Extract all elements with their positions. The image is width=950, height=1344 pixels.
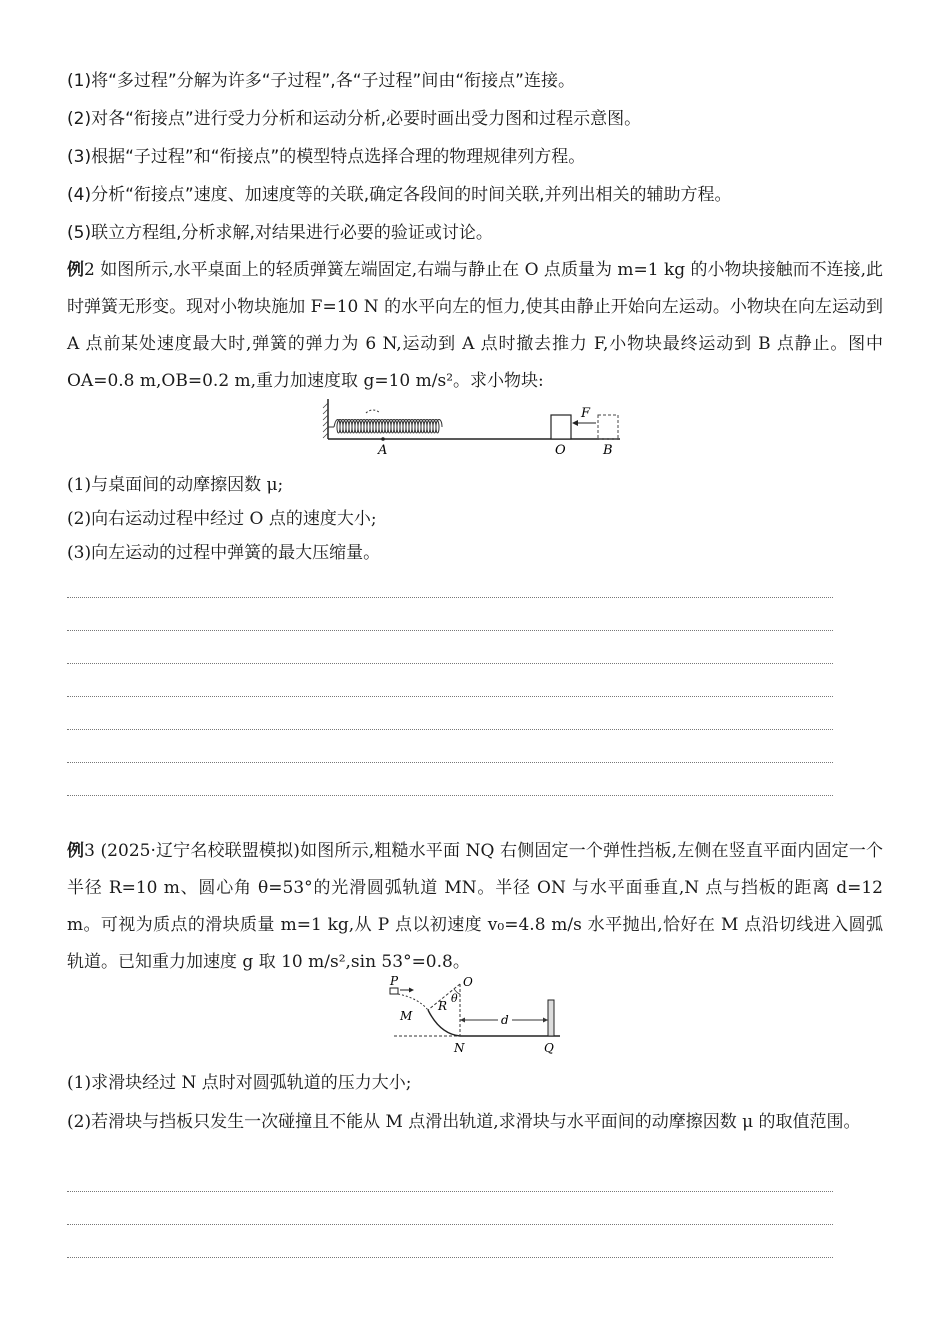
label-b: B <box>603 443 613 458</box>
label-o: O <box>555 443 566 458</box>
example-2-question-2: (2)向右运动过程中经过 O 点的速度大小; <box>67 509 377 529</box>
baffle <box>548 1000 554 1036</box>
example-3-statement <box>67 833 883 981</box>
step-3: (3)根据“子过程”和“衔接点”的模型特点选择合理的物理规律列方程。 <box>67 147 586 167</box>
distance-arrow-left <box>460 1018 465 1023</box>
spring-block-figure <box>322 395 622 460</box>
block-dashed-position <box>598 415 618 439</box>
answer-line <box>67 1224 833 1225</box>
label-n: N <box>454 1041 465 1055</box>
answer-line <box>67 696 833 697</box>
label-f: F <box>581 406 591 421</box>
example-2-label: 例 <box>67 260 85 280</box>
label-o: O <box>463 975 473 989</box>
step-2: (2)对各“衔接点”进行受力分析和运动分析,必要时画出受力图和过程示意图。 <box>67 109 642 129</box>
example-2-text: 2 如图所示,水平桌面上的轻质弹簧左端固定,右端与静止在 O 点质量为 m=1 kg 的小物块接触而不连接,此时弹簧无形变。现对小物块施加 F=10 N 的水平向左的恒力,使其由静止开始向左运动。小物块在向左运动到 A 点前某处速度最大时,弹簧的弹力为 6 N,运动到 A 点时撤去推力 F,小物块最终运动到 B 点静止。图中 OA=0.8 m,OB=0.2 m,重力加速度取 g=10 m/s²。求小物块: <box>67 260 884 391</box>
label-d: d <box>501 1013 509 1027</box>
label-p: P <box>390 974 399 988</box>
step-4: (4)分析“衔接点”速度、加速度等的关联,确定各段间的时间关联,并列出相关的辅助方程。 <box>67 185 732 205</box>
spring <box>328 410 559 433</box>
answer-line <box>67 729 833 730</box>
example-2-statement <box>67 252 883 400</box>
distance-arrow-right <box>543 1018 548 1023</box>
point-p-block <box>390 988 398 994</box>
label-m: M <box>400 1009 413 1023</box>
point-a <box>381 437 385 441</box>
example-3-question-2: (2)若滑块与挡板只发生一次碰撞且不能从 M 点滑出轨道,求滑块与水平面间的动摩擦因数 μ 的取值范围。 <box>67 1112 861 1132</box>
step-1: (1)将“多过程”分解为许多“子过程”,各“子过程”间由“衔接点”连接。 <box>67 71 575 91</box>
example-3-text: 3 (2025·辽宁名校联盟模拟)如图所示,粗糙水平面 NQ 右侧固定一个弹性挡板,左侧在竖直平面内固定一个半径 R=10 m、圆心角 θ=53°的光滑圆弧轨道 MN。半径 ON 与水平面垂直,N 点与挡板的距离 d=12 m。可视为质点的滑块质量 m=1 kg,从 P 点以初速度 v₀=4.8 m/s 水平抛出,恰好在 M 点沿切线进入圆弧轨道。已知重力加速度 g 取 10 m/s²,sin 53°=0.8。 <box>67 841 884 972</box>
example-3-question-1: (1)求滑块经过 N 点时对圆弧轨道的压力大小; <box>67 1073 412 1093</box>
label-q: Q <box>544 1041 554 1055</box>
block <box>551 415 571 439</box>
example-3-label: 例 <box>67 841 85 861</box>
initial-velocity-arrowhead <box>409 988 414 993</box>
example-2-question-1: (1)与桌面间的动摩擦因数 μ; <box>67 475 284 495</box>
example-2-question-3: (3)向左运动的过程中弹簧的最大压缩量。 <box>67 543 381 563</box>
step-5: (5)联立方程组,分析求解,对结果进行必要的验证或讨论。 <box>67 223 493 243</box>
answer-line <box>67 1191 833 1192</box>
answer-line <box>67 795 833 796</box>
answer-line <box>67 1257 833 1258</box>
answer-line <box>67 762 833 763</box>
label-theta: θ <box>451 992 458 1005</box>
answer-line <box>67 630 833 631</box>
arc-mn <box>428 1010 460 1036</box>
label-r: R <box>438 999 448 1013</box>
label-a: A <box>378 443 388 458</box>
answer-line <box>67 663 833 664</box>
arc-track-figure <box>388 972 568 1062</box>
answer-line <box>67 597 833 598</box>
projectile-path <box>398 994 428 1010</box>
